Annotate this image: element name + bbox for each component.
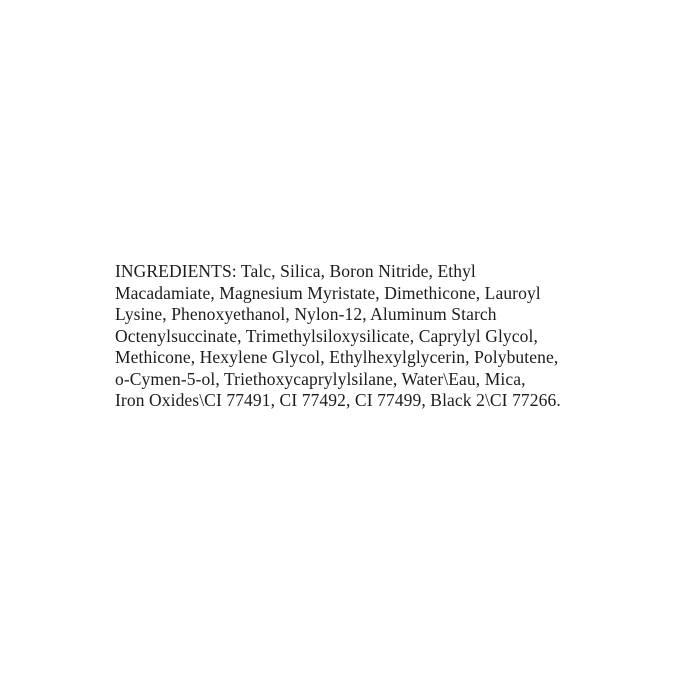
ingredients-text-line-7: Iron Oxides\CI 77491, CI 77492, CI 77499, Black 2\CI 77266.	[115, 390, 561, 410]
ingredients-text-line-1: INGREDIENTS: Talc, Silica, Boron Nitride, Ethyl	[115, 261, 476, 281]
ingredients-text-line-6: o-Cymen-5-ol, Triethoxycaprylylsilane, Water\Eau, Mica,	[115, 368, 526, 389]
ingredients-text-line-2: Macadamiate, Magnesium Myristate, Dimethicone, Lauroyl	[115, 282, 541, 303]
ingredients-text-block	[115, 261, 585, 412]
ingredients-text-line-3: Lysine, Phenoxyethanol, Nylon-12, Aluminum Starch	[115, 304, 497, 324]
ingredients-text-line-5: Methicone, Hexylene Glycol, Ethylhexylglycerin, Polybutene,	[115, 347, 559, 367]
ingredients-text-line-4: Octenylsuccinate, Trimethylsiloxysilicate, Caprylyl Glycol,	[115, 325, 538, 346]
